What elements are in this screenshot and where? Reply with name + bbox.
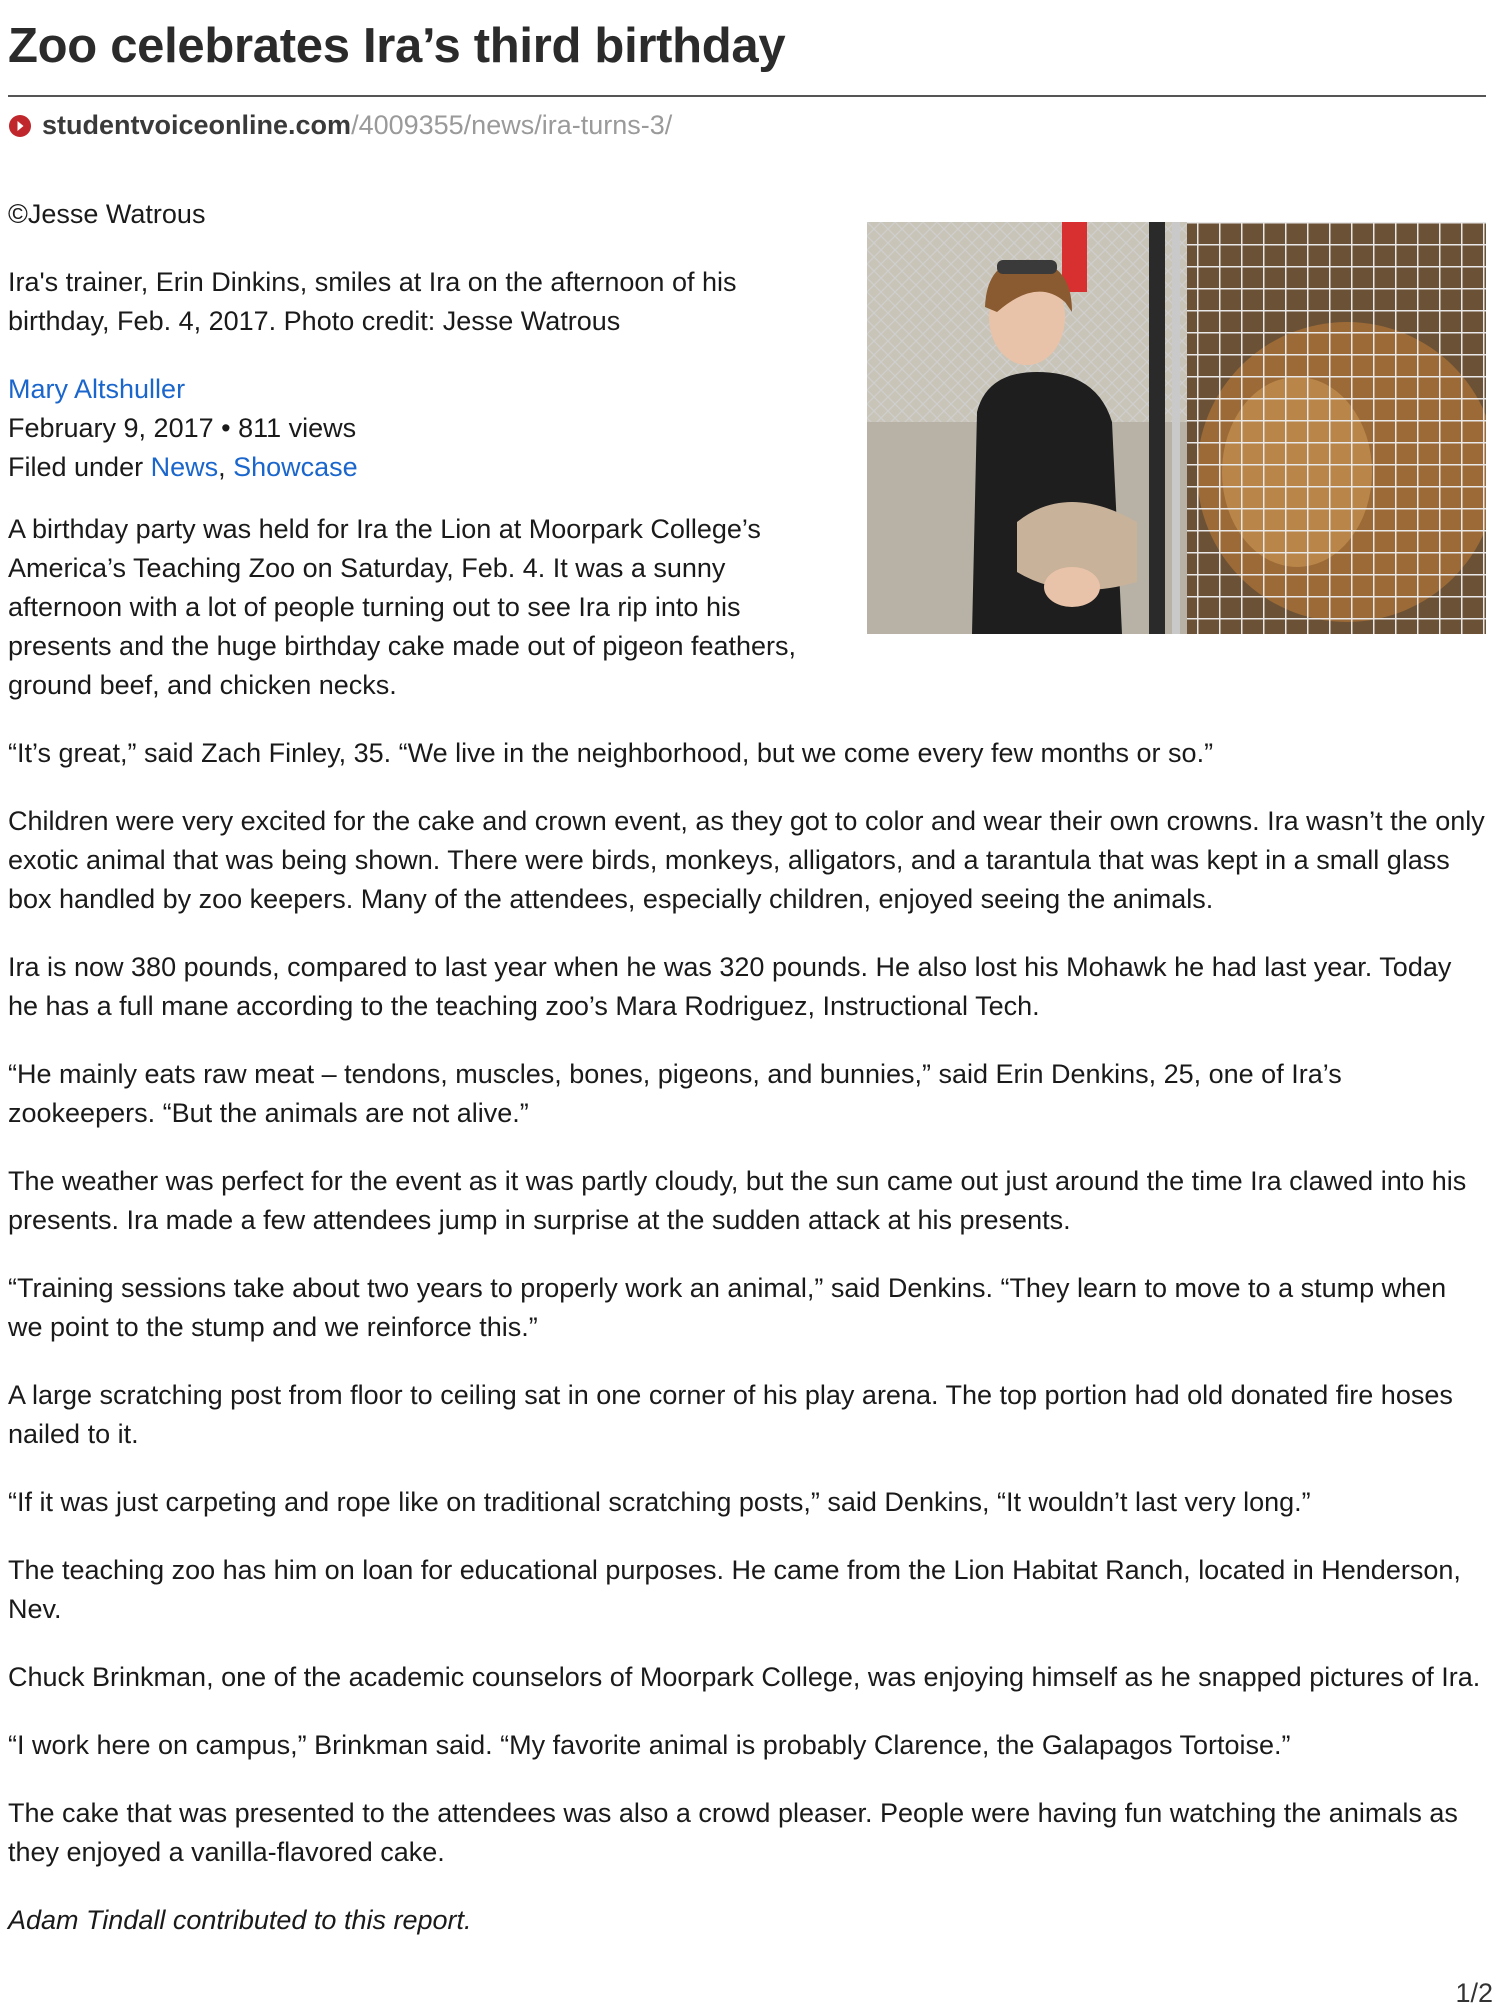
- contributor-note: Adam Tindall contributed to this report.: [8, 1905, 472, 1935]
- source-domain: studentvoiceonline.com: [42, 110, 352, 140]
- page-number: 1/2: [1455, 1978, 1493, 2008]
- source-path: /4009355/news/ira-turns-3/: [351, 110, 673, 140]
- title-divider: [8, 95, 1486, 97]
- photo-caption: Ira's trainer, Erin Dinkins, smiles at Ira on the afternoon of his birthday, Feb. 4, 2017. Photo credit: Jesse Watrous: [8, 267, 737, 336]
- paragraph: The cake that was presented to the attendees was also a crowd pleaser. People were having fun watching the animals as they enjoyed a vanilla-flavored cake.: [8, 1798, 1458, 1867]
- byline: [8, 370, 828, 487]
- article-body: [8, 510, 1486, 1969]
- paragraph: A birthday party was held for Ira the Lion at Moorpark College’s America’s Teaching Zoo on Saturday, Feb. 4. It was a sunny afternoon with a lot of people turning out to see Ira rip into his presents and the huge birthday cake made out of pigeon feathers, ground beef, and chicken necks.: [8, 514, 797, 700]
- author-link[interactable]: Mary Altshuller: [8, 374, 186, 404]
- paragraph: “If it was just carpeting and rope like on traditional scratching posts,” said Denkins, “It wouldn’t last very long.”: [8, 1487, 1311, 1517]
- article-meta: [8, 195, 828, 516]
- paragraph: “Training sessions take about two years to properly work an animal,” said Denkins. “They learn to move to a stump when we point to the stump and we reinforce this.”: [8, 1273, 1447, 1342]
- category-link-news[interactable]: News: [150, 452, 219, 482]
- paragraph: “He mainly eats raw meat – tendons, muscles, bones, pigeons, and bunnies,” said Erin Denkins, 25, one of Ira’s zookeepers. “But the animals are not alive.”: [8, 1059, 1342, 1128]
- paragraph: “I work here on campus,” Brinkman said. “My favorite animal is probably Clarence, the Galapagos Tortoise.”: [8, 1730, 1291, 1760]
- category-separator: ,: [218, 452, 234, 482]
- article-title: Zoo celebrates Ira’s third birthday: [8, 19, 786, 73]
- source-url[interactable]: [8, 110, 672, 141]
- filed-under-label: Filed under: [8, 452, 151, 482]
- paragraph: The weather was perfect for the event as it was partly cloudy, but the sun came out just around the time Ira clawed into his presents. Ira made a few attendees jump in surprise at the sudden attack at his presents.: [8, 1166, 1467, 1235]
- category-link-showcase[interactable]: Showcase: [233, 452, 358, 482]
- red-circle-play-icon: [8, 114, 32, 138]
- paragraph: Chuck Brinkman, one of the academic counselors of Moorpark College, was enjoying himself as he snapped pictures of Ira.: [8, 1662, 1481, 1692]
- paragraph: Ira is now 380 pounds, compared to last year when he was 320 pounds. He also lost his Mohawk he had last year. Today he has a full mane according to the teaching zoo’s Mara Rodriguez, Instructional Tech.: [8, 952, 1452, 1021]
- date-views: February 9, 2017 • 811 views: [8, 413, 357, 443]
- paragraph: A large scratching post from floor to ceiling sat in one corner of his play arena. The top portion had old donated fire hoses nailed to it.: [8, 1380, 1453, 1449]
- paragraph: “It’s great,” said Zach Finley, 35. “We live in the neighborhood, but we come every few months or so.”: [8, 738, 1214, 768]
- photo-credit: ©Jesse Watrous: [8, 199, 206, 229]
- paragraph: Children were very excited for the cake and crown event, as they got to color and wear their own crowns. Ira wasn’t the only exotic animal that was being shown. There were birds, monkeys, alligators, and a tarantula that was kept in a small glass box handled by zoo keepers. Many of the attendees, especially children, enjoyed seeing the animals.: [8, 806, 1485, 914]
- paragraph: The teaching zoo has him on loan for educational purposes. He came from the Lion Habitat Ranch, located in Henderson, Nev.: [8, 1555, 1461, 1624]
